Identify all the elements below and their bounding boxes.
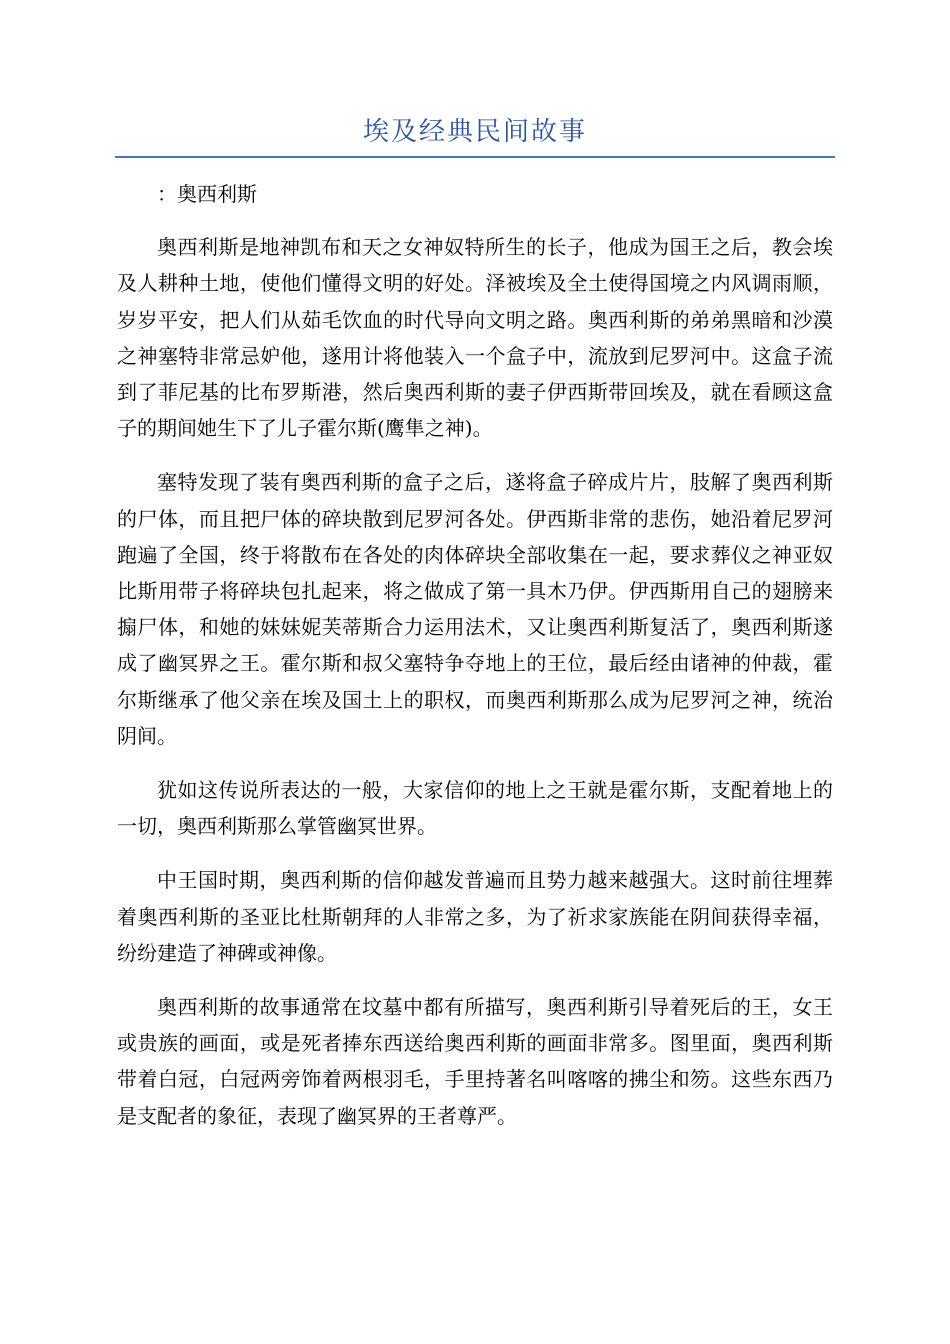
document-title: 埃及经典民间故事 <box>362 117 587 147</box>
paragraph-4: 中王国时期，奥西利斯的信仰越发普遍而且势力越来越强大。这时前往埋葬着奥西利斯的圣亚比杜斯朝拜的人非常之多，为了祈求家族能在阴间获得幸福，纷纷建造了神碑或神像。 <box>117 868 833 965</box>
paragraph-3: 犹如这传说所表达的一般，大家信仰的地上之王就是霍尔斯，支配着地上的一切，奥西利斯那么掌管幽冥世界。 <box>117 778 833 839</box>
document-body <box>117 176 833 1152</box>
section-subheading: ：奥西利斯 <box>157 182 257 206</box>
paragraph-5: 奥西利斯的故事通常在坟墓中都有所描写，奥西利斯引导着死后的王，女王或贵族的画面，或是死者捧东西送给奥西利斯的画面非常多。图里面，奥西利斯带着白冠，白冠两旁饰着两根羽毛，手里持著名叫喀喀的拂尘和笏。这些东西乃是支配者的象征，表现了幽冥界的王者尊严。 <box>117 995 833 1128</box>
title-underline <box>115 156 835 158</box>
paragraph-1: 奥西利斯是地神凯布和天之女神奴特所生的长子，他成为国王之后，教会埃及人耕种土地，使他们懂得文明的好处。泽被埃及全土使得国境之内风调雨顺，岁岁平安，把人们从茹毛饮血的时代导向文明之路。奥西利斯的弟弟黑暗和沙漠之神塞特非常忌妒他，遂用计将他装入一个盒子中，流放到尼罗河中。这盒子流到了菲尼基的比布罗斯港，然后奥西利斯的妻子伊西斯带回埃及，就在看顾这盒子的期间她生下了儿子霍尔斯(鹰隼之神)。 <box>117 235 833 441</box>
paragraph-2: 塞特发现了装有奥西利斯的盒子之后，遂将盒子碎成片片，肢解了奥西利斯的尸体，而且把尸体的碎块散到尼罗河各处。伊西斯非常的悲伤，她沿着尼罗河跑遍了全国，终于将散布在各处的肉体碎块全部收集在一起，要求葬仪之神亚奴比斯用带子将碎块包扎起来，将之做成了第一具木乃伊。伊西斯用自己的翅膀来搧尸体，和她的妹妹妮芙蒂斯合力运用法术，又让奥西利斯复活了，奥西利斯遂成了幽冥界之王。霍尔斯和叔父塞特争夺地上的王位，最后经由诸神的仲裁，霍尔斯继承了他父亲在埃及国土上的职权，而奥西利斯那么成为尼罗河之神，统治阴间。 <box>117 470 833 748</box>
title-block <box>115 108 835 158</box>
